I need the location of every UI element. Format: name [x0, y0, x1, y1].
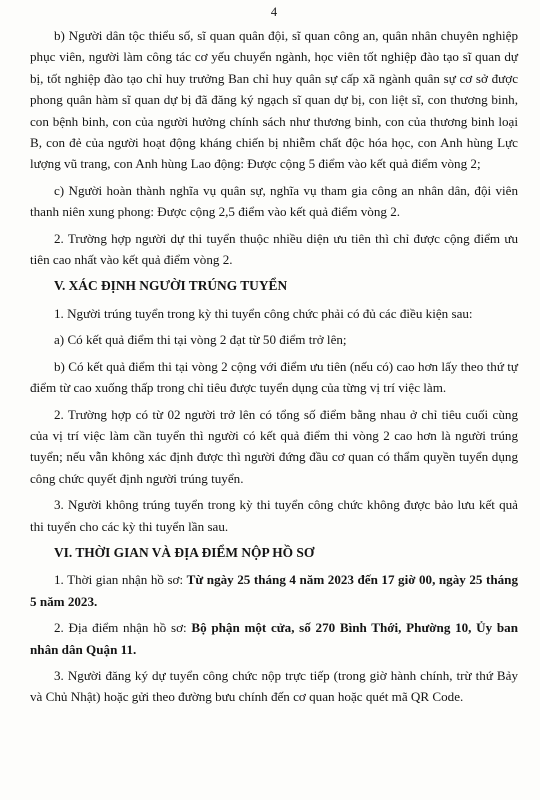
section-vi-item-1-label: 1. Thời gian nhận hồ sơ:: [54, 572, 187, 588]
section-vi-heading: VI. THỜI GIAN VÀ ĐỊA ĐIỂM NỘP HỒ SƠ: [54, 544, 315, 560]
section-iv-item-b: b) Người dân tộc thiểu số, sĩ quan quân đội, sĩ quan công an, quân nhân chuyên nghiệp phục viên, người làm công tác cơ yếu chuyển ngành, học viên tốt nghiệp đào tạo sĩ quan dự bị, tốt nghiệp đào tạo chỉ huy trưởng Ban chỉ huy quân sự cấp xã ngành quân sự cơ sở được phong quân hàm sĩ quan dự bị đã đăng ký ngạch sĩ quan dự bị, con liệt sĩ, con thương binh, con bệnh binh, con của người hưởng chính sách như thương binh, con của thương binh loại B, con đẻ của người hoạt động kháng chiến bị nhiễm chất độc hóa học, con Anh hùng Lực lượng vũ trang, con Anh hùng Lao động: Được cộng 5 điểm vào kết quả điểm vòng 2;: [30, 28, 518, 172]
section-vi-item-1: [30, 569, 518, 612]
section-iv-item-c: c) Người hoàn thành nghĩa vụ quân sự, nghĩa vụ tham gia công an nhân dân, đội viên thanh niên xung phong: Được cộng 2,5 điểm vào kết quả điểm vòng 2.: [30, 182, 518, 220]
section-iv-item-2: 2. Trường hợp người dự thi tuyển thuộc nhiều diện ưu tiên thì chỉ được cộng điểm ưu tiên cao nhất vào kết quả điểm vòng 2.: [30, 230, 518, 268]
section-v-item-b: b) Có kết quả điểm thi tại vòng 2 cộng với điểm ưu tiên (nếu có) cao hơn lấy theo thứ tự điểm từ cao xuống thấp trong chỉ tiêu được tuyển dụng của từng vị trí việc làm.: [30, 358, 518, 396]
section-v-heading: V. XÁC ĐỊNH NGƯỜI TRÚNG TUYỂN: [54, 278, 288, 294]
section-v-item-a: a) Có kết quả điểm thi tại vòng 2 đạt từ 50 điểm trở lên;: [54, 332, 347, 348]
section-v-item-3: 3. Người không trúng tuyển trong kỳ thi tuyển công chức không được bảo lưu kết quả thi tuyển cho các kỳ thi tuyển lần sau.: [30, 497, 518, 534]
page-number: 4: [270, 5, 278, 19]
section-vi-item-1-value: Từ ngày 25 tháng 4 năm 2023 đến 17 giờ 00, ngày 25 tháng 5 năm 2023.: [30, 572, 519, 609]
section-v-item-1: 1. Người trúng tuyển trong kỳ thi tuyển công chức phải có đủ các điều kiện sau:: [54, 305, 473, 321]
section-vi-item-2: [30, 617, 518, 660]
section-vi-item-2-value: Bộ phận một cửa, số 270 Bình Thới, Phường 10, Ủy ban nhân dân Quận 11.: [30, 620, 518, 657]
section-v-item-2: 2. Trường hợp có từ 02 người trở lên có tổng số điểm bằng nhau ở chỉ tiêu cuối cùng của vị trí việc làm cần tuyển thì người có kết quả điểm thi vòng 2 cao hơn là người trúng tuyển; nếu vẫn không xác định được thì người đứng đầu cơ quan có thẩm quyền tuyển dụng công chức quyết định người trúng tuyển.: [30, 406, 518, 486]
section-vi-item-3: 3. Người đăng ký dự tuyển công chức nộp trực tiếp (trong giờ hành chính, trừ thứ Bảy và Chủ Nhật) hoặc gửi theo đường bưu chính đến cơ quan hoặc quét mã QR Code.: [30, 667, 518, 705]
section-vi-item-2-label: 2. Địa điểm nhận hồ sơ:: [54, 620, 192, 636]
